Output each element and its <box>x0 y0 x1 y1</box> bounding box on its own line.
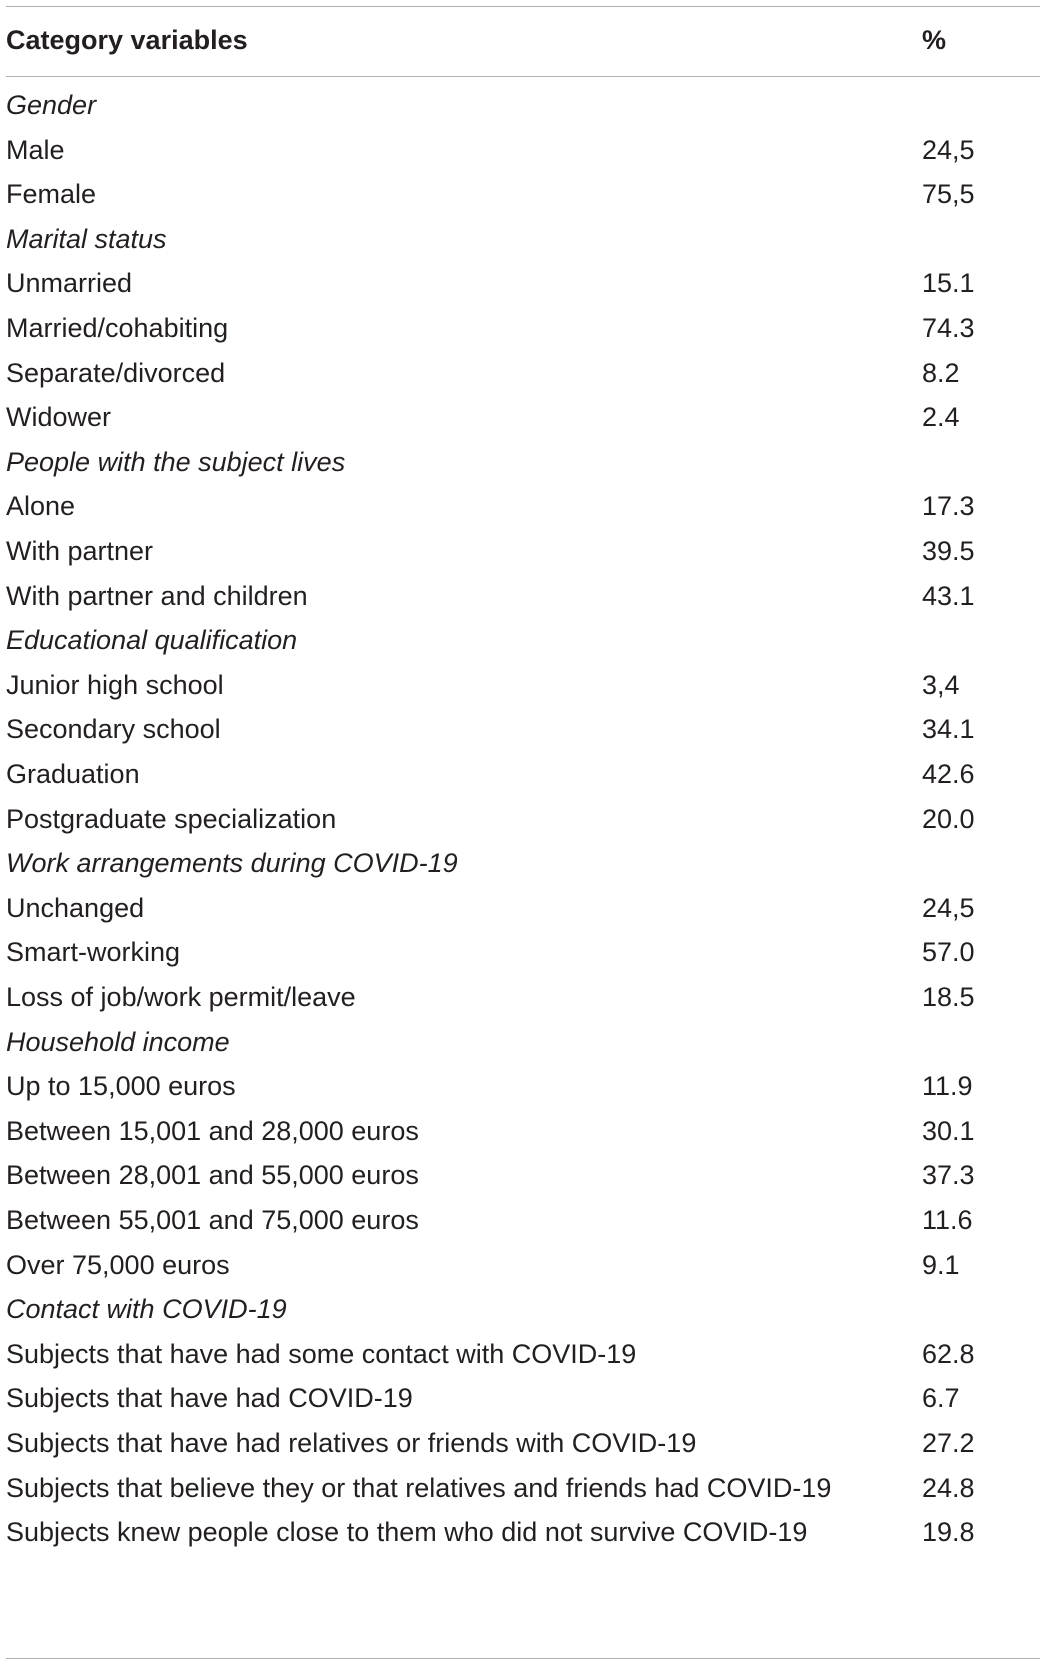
row-percent-value: 30.1 <box>922 1115 975 1146</box>
table-row <box>0 706 1040 753</box>
row-percent-value: 8.2 <box>922 357 960 388</box>
row-label: Unchanged <box>6 892 145 923</box>
table-row <box>0 929 1040 976</box>
row-label: Junior high school <box>6 669 224 700</box>
row-label: Separate/divorced <box>6 357 226 388</box>
row-label: Over 75,000 euros <box>6 1249 230 1280</box>
table-bottom-rule <box>6 1658 1040 1659</box>
table-row <box>0 1197 1040 1244</box>
row-percent-value: 3,4 <box>922 669 960 700</box>
table-header-row <box>0 17 1040 64</box>
row-label: Female <box>6 179 97 210</box>
row-percent-value: 6.7 <box>922 1383 960 1414</box>
row-percent-value: 2.4 <box>922 402 960 433</box>
row-percent-value: 27.2 <box>922 1428 975 1458</box>
table-row <box>0 751 1040 798</box>
group-heading-label: Gender <box>6 90 97 120</box>
row-label: Subjects that have had some contact with COVID-19 <box>6 1338 637 1369</box>
row-percent-value: 24,5 <box>922 892 975 923</box>
header-percent-label: % <box>922 25 947 55</box>
row-percent-value: 37.3 <box>922 1160 975 1191</box>
group-heading-row <box>0 216 1040 263</box>
row-label: Unmarried <box>6 268 133 299</box>
row-percent-value: 17.3 <box>922 491 975 522</box>
table-row <box>0 1063 1040 1110</box>
row-percent-value: 9.1 <box>922 1249 960 1280</box>
table-row <box>0 171 1040 218</box>
row-label: Secondary school <box>6 714 221 745</box>
table-row <box>0 483 1040 530</box>
row-label: Subjects knew people close to them who did not survive COVID-19 <box>6 1517 808 1548</box>
table-row <box>0 1420 1040 1467</box>
row-label: Married/cohabiting <box>6 313 229 343</box>
row-percent-value: 24.8 <box>922 1472 975 1503</box>
row-percent-value: 74.3 <box>922 313 975 343</box>
table-row <box>0 1242 1040 1289</box>
group-heading-label: Work arrangements during COVID-19 <box>6 848 458 879</box>
table-header-rule <box>6 76 1040 77</box>
table-row <box>0 305 1040 352</box>
row-percent-value: 11.9 <box>922 1071 973 1102</box>
row-percent-value: 42.6 <box>922 759 975 789</box>
group-heading-label: People with the subject lives <box>6 446 346 477</box>
group-heading-label: Contact with COVID-19 <box>6 1294 287 1325</box>
table-row <box>0 127 1040 174</box>
row-percent-value: 57.0 <box>922 937 975 968</box>
row-percent-value: 34.1 <box>922 714 975 745</box>
row-percent-value: 24,5 <box>922 134 975 165</box>
group-heading-row <box>0 82 1040 129</box>
row-label: Subjects that have had relatives or friends with COVID-19 <box>6 1428 697 1458</box>
row-label: Between 55,001 and 75,000 euros <box>6 1205 419 1235</box>
table-row <box>0 796 1040 843</box>
row-label: Widower <box>6 402 112 433</box>
table-row <box>0 662 1040 709</box>
row-percent-value: 43.1 <box>922 580 975 611</box>
row-label: Loss of job/work permit/leave <box>6 982 356 1012</box>
table-row <box>0 885 1040 932</box>
group-heading-row <box>0 1019 1040 1066</box>
table-row <box>0 1108 1040 1155</box>
group-heading-row <box>0 439 1040 486</box>
row-percent-value: 11.6 <box>922 1205 973 1235</box>
row-label: Graduation <box>6 759 140 789</box>
row-percent-value: 62.8 <box>922 1338 975 1369</box>
table-row <box>0 1465 1040 1512</box>
table-row <box>0 260 1040 307</box>
group-heading-row <box>0 840 1040 887</box>
group-heading-row <box>0 617 1040 664</box>
row-label: Between 15,001 and 28,000 euros <box>6 1115 419 1146</box>
row-label: Alone <box>6 491 76 522</box>
table-row <box>0 350 1040 397</box>
table-top-rule <box>6 6 1040 7</box>
row-percent-value: 19.8 <box>922 1517 975 1548</box>
row-label: Postgraduate specialization <box>6 803 337 834</box>
table-row <box>0 1331 1040 1378</box>
table-row <box>0 528 1040 575</box>
row-label: Male <box>6 134 65 165</box>
row-label: With partner <box>6 536 154 566</box>
row-label: Subjects that have had COVID-19 <box>6 1383 413 1414</box>
row-percent-value: 15.1 <box>922 268 975 299</box>
table-row <box>0 1509 1040 1556</box>
group-heading-label: Marital status <box>6 223 167 254</box>
table-row <box>0 394 1040 441</box>
row-percent-value: 20.0 <box>922 803 975 834</box>
header-category-label: Category variables <box>6 25 248 55</box>
group-heading-label: Household income <box>6 1026 230 1057</box>
group-heading-row <box>0 1286 1040 1333</box>
table-row <box>0 974 1040 1021</box>
table-row <box>0 1375 1040 1422</box>
row-percent-value: 18.5 <box>922 982 975 1012</box>
table-row <box>0 1152 1040 1199</box>
row-label: Between 28,001 and 55,000 euros <box>6 1160 419 1191</box>
row-label: Subjects that believe they or that relatives and friends had COVID-19 <box>6 1472 832 1503</box>
row-percent-value: 39.5 <box>922 536 975 566</box>
row-label: With partner and children <box>6 580 308 611</box>
group-heading-label: Educational qualification <box>6 625 298 656</box>
row-percent-value: 75,5 <box>922 179 975 210</box>
row-label: Up to 15,000 euros <box>6 1071 236 1102</box>
table-row <box>0 573 1040 620</box>
row-label: Smart-working <box>6 937 181 968</box>
